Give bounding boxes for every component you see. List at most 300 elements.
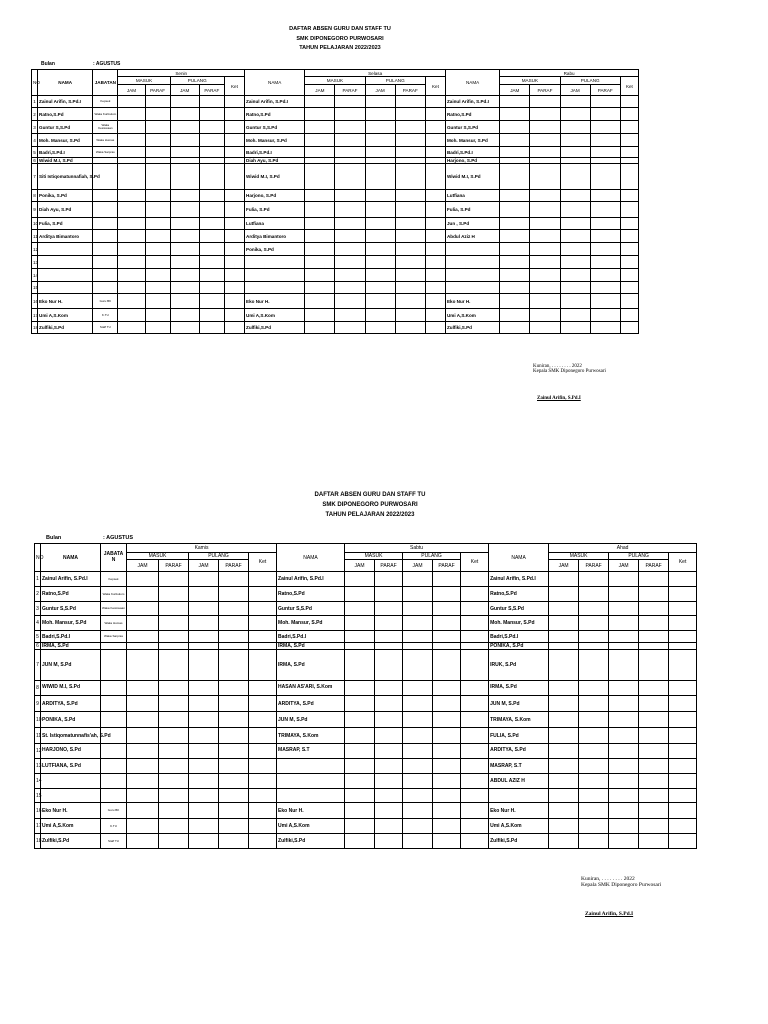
jam-masuk-cell[interactable]	[118, 202, 145, 218]
ket-cell[interactable]	[669, 728, 697, 744]
jam-masuk-cell[interactable]	[127, 774, 159, 789]
paraf-pulang-cell[interactable]	[433, 834, 461, 849]
paraf-masuk-cell[interactable]	[159, 728, 189, 744]
paraf-pulang-cell[interactable]	[639, 696, 669, 712]
jam-pulang-cell[interactable]	[609, 616, 639, 631]
jam-pulang-cell[interactable]	[609, 631, 639, 643]
jam-masuk-cell[interactable]	[345, 712, 375, 728]
paraf-pulang-cell[interactable]	[219, 712, 249, 728]
jam-pulang-cell[interactable]	[609, 643, 639, 650]
jam-masuk-cell[interactable]	[118, 269, 145, 282]
jam-pulang-cell[interactable]	[365, 202, 395, 218]
jam-masuk-cell[interactable]	[305, 190, 335, 202]
ket-cell[interactable]	[461, 803, 489, 819]
jam-masuk-cell[interactable]	[127, 696, 159, 712]
paraf-masuk-cell[interactable]	[159, 587, 189, 602]
paraf-masuk-cell[interactable]	[375, 744, 403, 759]
ket-cell[interactable]	[224, 108, 244, 121]
ket-cell[interactable]	[425, 218, 445, 230]
jam-masuk-cell[interactable]	[127, 616, 159, 631]
jam-pulang-cell[interactable]	[609, 681, 639, 696]
jam-masuk-cell[interactable]	[345, 819, 375, 834]
paraf-pulang-cell[interactable]	[219, 789, 249, 803]
jam-masuk-cell[interactable]	[305, 134, 335, 147]
jam-masuk-cell[interactable]	[345, 631, 375, 643]
paraf-masuk-cell[interactable]	[375, 643, 403, 650]
jam-masuk-cell[interactable]	[118, 230, 145, 243]
jam-masuk-cell[interactable]	[549, 696, 579, 712]
jam-masuk-cell[interactable]	[549, 774, 579, 789]
jam-pulang-cell[interactable]	[609, 572, 639, 587]
jam-masuk-cell[interactable]	[345, 728, 375, 744]
jam-pulang-cell[interactable]	[365, 96, 395, 108]
jam-masuk-cell[interactable]	[549, 643, 579, 650]
jam-pulang-cell[interactable]	[365, 230, 395, 243]
ket-cell[interactable]	[425, 269, 445, 282]
paraf-pulang-cell[interactable]	[395, 322, 425, 334]
paraf-masuk-cell[interactable]	[159, 712, 189, 728]
paraf-pulang-cell[interactable]	[433, 616, 461, 631]
paraf-masuk-cell[interactable]	[375, 759, 403, 774]
jam-pulang-cell[interactable]	[403, 803, 433, 819]
ket-cell[interactable]	[224, 256, 244, 269]
paraf-pulang-cell[interactable]	[395, 121, 425, 134]
ket-cell[interactable]	[249, 616, 277, 631]
paraf-masuk-cell[interactable]	[159, 681, 189, 696]
jam-pulang-cell[interactable]	[609, 587, 639, 602]
jam-masuk-cell[interactable]	[118, 96, 145, 108]
jam-pulang-cell[interactable]	[189, 631, 219, 643]
ket-cell[interactable]	[425, 190, 445, 202]
jam-masuk-cell[interactable]	[345, 650, 375, 681]
jam-masuk-cell[interactable]	[500, 322, 530, 334]
paraf-pulang-cell[interactable]	[199, 134, 224, 147]
paraf-masuk-cell[interactable]	[145, 230, 170, 243]
ket-cell[interactable]	[249, 631, 277, 643]
paraf-masuk-cell[interactable]	[579, 774, 609, 789]
paraf-pulang-cell[interactable]	[639, 616, 669, 631]
jam-masuk-cell[interactable]	[305, 147, 335, 158]
paraf-masuk-cell[interactable]	[145, 134, 170, 147]
ket-cell[interactable]	[249, 681, 277, 696]
jam-pulang-cell[interactable]	[560, 108, 590, 121]
ket-cell[interactable]	[249, 774, 277, 789]
paraf-masuk-cell[interactable]	[579, 728, 609, 744]
paraf-masuk-cell[interactable]	[145, 322, 170, 334]
paraf-masuk-cell[interactable]	[145, 256, 170, 269]
paraf-masuk-cell[interactable]	[579, 631, 609, 643]
paraf-masuk-cell[interactable]	[375, 616, 403, 631]
paraf-masuk-cell[interactable]	[579, 650, 609, 681]
paraf-masuk-cell[interactable]	[530, 230, 560, 243]
ket-cell[interactable]	[425, 282, 445, 294]
jam-masuk-cell[interactable]	[305, 96, 335, 108]
paraf-masuk-cell[interactable]	[579, 587, 609, 602]
jam-masuk-cell[interactable]	[127, 602, 159, 616]
jam-pulang-cell[interactable]	[365, 121, 395, 134]
paraf-pulang-cell[interactable]	[219, 759, 249, 774]
ket-cell[interactable]	[249, 834, 277, 849]
ket-cell[interactable]	[620, 309, 638, 322]
jam-pulang-cell[interactable]	[170, 309, 199, 322]
jam-masuk-cell[interactable]	[500, 230, 530, 243]
jam-pulang-cell[interactable]	[189, 744, 219, 759]
paraf-pulang-cell[interactable]	[395, 164, 425, 190]
ket-cell[interactable]	[425, 309, 445, 322]
jam-masuk-cell[interactable]	[500, 256, 530, 269]
jam-masuk-cell[interactable]	[305, 322, 335, 334]
ket-cell[interactable]	[461, 616, 489, 631]
paraf-masuk-cell[interactable]	[145, 309, 170, 322]
ket-cell[interactable]	[461, 681, 489, 696]
paraf-masuk-cell[interactable]	[159, 744, 189, 759]
jam-masuk-cell[interactable]	[345, 616, 375, 631]
paraf-masuk-cell[interactable]	[579, 744, 609, 759]
jam-masuk-cell[interactable]	[345, 696, 375, 712]
ket-cell[interactable]	[461, 572, 489, 587]
paraf-masuk-cell[interactable]	[579, 572, 609, 587]
ket-cell[interactable]	[620, 322, 638, 334]
paraf-pulang-cell[interactable]	[590, 218, 620, 230]
ket-cell[interactable]	[620, 108, 638, 121]
ket-cell[interactable]	[224, 121, 244, 134]
jam-pulang-cell[interactable]	[189, 616, 219, 631]
jam-masuk-cell[interactable]	[127, 650, 159, 681]
jam-pulang-cell[interactable]	[560, 96, 590, 108]
jam-masuk-cell[interactable]	[305, 164, 335, 190]
jam-masuk-cell[interactable]	[118, 282, 145, 294]
paraf-masuk-cell[interactable]	[145, 121, 170, 134]
jam-masuk-cell[interactable]	[118, 134, 145, 147]
jam-masuk-cell[interactable]	[500, 96, 530, 108]
ket-cell[interactable]	[669, 712, 697, 728]
paraf-masuk-cell[interactable]	[530, 243, 560, 256]
ket-cell[interactable]	[224, 230, 244, 243]
jam-pulang-cell[interactable]	[170, 147, 199, 158]
jam-pulang-cell[interactable]	[365, 134, 395, 147]
jam-pulang-cell[interactable]	[403, 681, 433, 696]
paraf-masuk-cell[interactable]	[335, 243, 365, 256]
ket-cell[interactable]	[461, 712, 489, 728]
paraf-pulang-cell[interactable]	[433, 602, 461, 616]
paraf-masuk-cell[interactable]	[335, 309, 365, 322]
jam-pulang-cell[interactable]	[365, 282, 395, 294]
ket-cell[interactable]	[620, 190, 638, 202]
paraf-pulang-cell[interactable]	[639, 712, 669, 728]
paraf-pulang-cell[interactable]	[639, 650, 669, 681]
paraf-masuk-cell[interactable]	[530, 134, 560, 147]
ket-cell[interactable]	[620, 256, 638, 269]
jam-pulang-cell[interactable]	[170, 230, 199, 243]
ket-cell[interactable]	[224, 96, 244, 108]
paraf-pulang-cell[interactable]	[590, 164, 620, 190]
jam-masuk-cell[interactable]	[500, 294, 530, 309]
ket-cell[interactable]	[249, 602, 277, 616]
jam-pulang-cell[interactable]	[170, 322, 199, 334]
paraf-pulang-cell[interactable]	[590, 294, 620, 309]
jam-pulang-cell[interactable]	[560, 309, 590, 322]
paraf-masuk-cell[interactable]	[579, 616, 609, 631]
paraf-pulang-cell[interactable]	[395, 309, 425, 322]
paraf-masuk-cell[interactable]	[579, 696, 609, 712]
jam-pulang-cell[interactable]	[365, 269, 395, 282]
paraf-pulang-cell[interactable]	[199, 282, 224, 294]
ket-cell[interactable]	[620, 147, 638, 158]
jam-masuk-cell[interactable]	[500, 134, 530, 147]
jam-masuk-cell[interactable]	[549, 572, 579, 587]
ket-cell[interactable]	[425, 96, 445, 108]
paraf-masuk-cell[interactable]	[375, 728, 403, 744]
ket-cell[interactable]	[461, 696, 489, 712]
paraf-masuk-cell[interactable]	[579, 803, 609, 819]
paraf-masuk-cell[interactable]	[159, 774, 189, 789]
jam-pulang-cell[interactable]	[189, 759, 219, 774]
paraf-pulang-cell[interactable]	[395, 218, 425, 230]
paraf-masuk-cell[interactable]	[375, 681, 403, 696]
ket-cell[interactable]	[224, 309, 244, 322]
paraf-masuk-cell[interactable]	[335, 282, 365, 294]
paraf-masuk-cell[interactable]	[145, 282, 170, 294]
ket-cell[interactable]	[249, 696, 277, 712]
ket-cell[interactable]	[249, 819, 277, 834]
jam-masuk-cell[interactable]	[549, 587, 579, 602]
jam-masuk-cell[interactable]	[500, 309, 530, 322]
paraf-masuk-cell[interactable]	[579, 602, 609, 616]
paraf-masuk-cell[interactable]	[335, 322, 365, 334]
paraf-pulang-cell[interactable]	[590, 190, 620, 202]
ket-cell[interactable]	[669, 616, 697, 631]
jam-masuk-cell[interactable]	[549, 789, 579, 803]
ket-cell[interactable]	[425, 108, 445, 121]
jam-pulang-cell[interactable]	[403, 789, 433, 803]
jam-masuk-cell[interactable]	[305, 282, 335, 294]
paraf-masuk-cell[interactable]	[375, 631, 403, 643]
jam-masuk-cell[interactable]	[500, 269, 530, 282]
jam-pulang-cell[interactable]	[560, 322, 590, 334]
jam-masuk-cell[interactable]	[549, 834, 579, 849]
jam-masuk-cell[interactable]	[549, 616, 579, 631]
ket-cell[interactable]	[425, 243, 445, 256]
jam-pulang-cell[interactable]	[365, 322, 395, 334]
paraf-pulang-cell[interactable]	[199, 121, 224, 134]
paraf-masuk-cell[interactable]	[335, 121, 365, 134]
jam-masuk-cell[interactable]	[345, 759, 375, 774]
paraf-pulang-cell[interactable]	[219, 643, 249, 650]
jam-pulang-cell[interactable]	[403, 759, 433, 774]
ket-cell[interactable]	[461, 819, 489, 834]
paraf-masuk-cell[interactable]	[530, 256, 560, 269]
paraf-masuk-cell[interactable]	[335, 230, 365, 243]
paraf-pulang-cell[interactable]	[639, 759, 669, 774]
ket-cell[interactable]	[224, 202, 244, 218]
paraf-masuk-cell[interactable]	[159, 643, 189, 650]
jam-masuk-cell[interactable]	[549, 744, 579, 759]
paraf-masuk-cell[interactable]	[159, 759, 189, 774]
ket-cell[interactable]	[249, 744, 277, 759]
paraf-pulang-cell[interactable]	[433, 759, 461, 774]
ket-cell[interactable]	[249, 803, 277, 819]
ket-cell[interactable]	[461, 728, 489, 744]
ket-cell[interactable]	[669, 572, 697, 587]
ket-cell[interactable]	[249, 572, 277, 587]
paraf-masuk-cell[interactable]	[335, 218, 365, 230]
ket-cell[interactable]	[669, 819, 697, 834]
jam-pulang-cell[interactable]	[365, 108, 395, 121]
ket-cell[interactable]	[224, 164, 244, 190]
ket-cell[interactable]	[249, 759, 277, 774]
ket-cell[interactable]	[620, 164, 638, 190]
paraf-pulang-cell[interactable]	[219, 616, 249, 631]
jam-masuk-cell[interactable]	[127, 803, 159, 819]
jam-pulang-cell[interactable]	[609, 696, 639, 712]
ket-cell[interactable]	[425, 256, 445, 269]
jam-masuk-cell[interactable]	[127, 789, 159, 803]
ket-cell[interactable]	[620, 282, 638, 294]
paraf-pulang-cell[interactable]	[590, 322, 620, 334]
paraf-masuk-cell[interactable]	[159, 819, 189, 834]
ket-cell[interactable]	[620, 243, 638, 256]
jam-pulang-cell[interactable]	[170, 202, 199, 218]
paraf-pulang-cell[interactable]	[433, 744, 461, 759]
paraf-masuk-cell[interactable]	[530, 309, 560, 322]
jam-masuk-cell[interactable]	[127, 712, 159, 728]
jam-masuk-cell[interactable]	[305, 121, 335, 134]
jam-pulang-cell[interactable]	[189, 834, 219, 849]
jam-masuk-cell[interactable]	[127, 681, 159, 696]
jam-pulang-cell[interactable]	[365, 243, 395, 256]
paraf-pulang-cell[interactable]	[395, 243, 425, 256]
ket-cell[interactable]	[249, 712, 277, 728]
paraf-masuk-cell[interactable]	[530, 218, 560, 230]
ket-cell[interactable]	[669, 744, 697, 759]
paraf-pulang-cell[interactable]	[433, 643, 461, 650]
paraf-masuk-cell[interactable]	[579, 759, 609, 774]
paraf-pulang-cell[interactable]	[199, 164, 224, 190]
paraf-pulang-cell[interactable]	[433, 803, 461, 819]
jam-masuk-cell[interactable]	[305, 230, 335, 243]
ket-cell[interactable]	[461, 789, 489, 803]
paraf-masuk-cell[interactable]	[579, 712, 609, 728]
jam-pulang-cell[interactable]	[403, 643, 433, 650]
paraf-masuk-cell[interactable]	[335, 147, 365, 158]
ket-cell[interactable]	[425, 134, 445, 147]
paraf-masuk-cell[interactable]	[145, 147, 170, 158]
paraf-pulang-cell[interactable]	[219, 602, 249, 616]
jam-pulang-cell[interactable]	[403, 834, 433, 849]
jam-pulang-cell[interactable]	[189, 789, 219, 803]
jam-pulang-cell[interactable]	[189, 643, 219, 650]
ket-cell[interactable]	[224, 294, 244, 309]
ket-cell[interactable]	[224, 322, 244, 334]
jam-pulang-cell[interactable]	[170, 164, 199, 190]
paraf-pulang-cell[interactable]	[199, 269, 224, 282]
paraf-masuk-cell[interactable]	[530, 269, 560, 282]
jam-pulang-cell[interactable]	[403, 712, 433, 728]
jam-pulang-cell[interactable]	[560, 230, 590, 243]
paraf-masuk-cell[interactable]	[335, 108, 365, 121]
ket-cell[interactable]	[461, 643, 489, 650]
jam-pulang-cell[interactable]	[170, 243, 199, 256]
paraf-pulang-cell[interactable]	[639, 789, 669, 803]
jam-masuk-cell[interactable]	[549, 759, 579, 774]
jam-pulang-cell[interactable]	[189, 774, 219, 789]
jam-masuk-cell[interactable]	[118, 218, 145, 230]
ket-cell[interactable]	[461, 744, 489, 759]
paraf-pulang-cell[interactable]	[590, 121, 620, 134]
jam-pulang-cell[interactable]	[609, 774, 639, 789]
jam-masuk-cell[interactable]	[118, 121, 145, 134]
jam-masuk-cell[interactable]	[500, 147, 530, 158]
ket-cell[interactable]	[461, 650, 489, 681]
paraf-pulang-cell[interactable]	[433, 789, 461, 803]
paraf-pulang-cell[interactable]	[639, 587, 669, 602]
jam-pulang-cell[interactable]	[403, 631, 433, 643]
paraf-masuk-cell[interactable]	[530, 96, 560, 108]
paraf-pulang-cell[interactable]	[395, 202, 425, 218]
paraf-pulang-cell[interactable]	[395, 282, 425, 294]
jam-pulang-cell[interactable]	[365, 147, 395, 158]
jam-pulang-cell[interactable]	[365, 256, 395, 269]
paraf-pulang-cell[interactable]	[433, 819, 461, 834]
ket-cell[interactable]	[669, 759, 697, 774]
jam-pulang-cell[interactable]	[403, 728, 433, 744]
jam-pulang-cell[interactable]	[403, 696, 433, 712]
paraf-masuk-cell[interactable]	[145, 164, 170, 190]
paraf-masuk-cell[interactable]	[375, 587, 403, 602]
jam-masuk-cell[interactable]	[118, 309, 145, 322]
paraf-pulang-cell[interactable]	[199, 190, 224, 202]
paraf-masuk-cell[interactable]	[159, 616, 189, 631]
paraf-pulang-cell[interactable]	[219, 650, 249, 681]
ket-cell[interactable]	[224, 269, 244, 282]
ket-cell[interactable]	[669, 696, 697, 712]
paraf-masuk-cell[interactable]	[159, 572, 189, 587]
jam-masuk-cell[interactable]	[549, 712, 579, 728]
paraf-pulang-cell[interactable]	[219, 744, 249, 759]
ket-cell[interactable]	[249, 789, 277, 803]
paraf-masuk-cell[interactable]	[159, 650, 189, 681]
paraf-pulang-cell[interactable]	[433, 650, 461, 681]
jam-masuk-cell[interactable]	[500, 190, 530, 202]
paraf-pulang-cell[interactable]	[395, 256, 425, 269]
paraf-pulang-cell[interactable]	[639, 728, 669, 744]
paraf-pulang-cell[interactable]	[639, 631, 669, 643]
paraf-masuk-cell[interactable]	[375, 696, 403, 712]
paraf-pulang-cell[interactable]	[590, 147, 620, 158]
jam-pulang-cell[interactable]	[560, 218, 590, 230]
jam-pulang-cell[interactable]	[170, 256, 199, 269]
ket-cell[interactable]	[425, 147, 445, 158]
ket-cell[interactable]	[249, 650, 277, 681]
jam-pulang-cell[interactable]	[189, 712, 219, 728]
jam-pulang-cell[interactable]	[189, 587, 219, 602]
jam-masuk-cell[interactable]	[305, 108, 335, 121]
jam-pulang-cell[interactable]	[189, 728, 219, 744]
paraf-pulang-cell[interactable]	[590, 108, 620, 121]
jam-pulang-cell[interactable]	[609, 834, 639, 849]
jam-pulang-cell[interactable]	[560, 269, 590, 282]
ket-cell[interactable]	[620, 294, 638, 309]
paraf-pulang-cell[interactable]	[199, 294, 224, 309]
jam-masuk-cell[interactable]	[118, 243, 145, 256]
jam-masuk-cell[interactable]	[305, 294, 335, 309]
jam-pulang-cell[interactable]	[560, 256, 590, 269]
paraf-pulang-cell[interactable]	[199, 218, 224, 230]
jam-masuk-cell[interactable]	[549, 650, 579, 681]
paraf-masuk-cell[interactable]	[145, 96, 170, 108]
paraf-pulang-cell[interactable]	[219, 728, 249, 744]
paraf-masuk-cell[interactable]	[145, 202, 170, 218]
